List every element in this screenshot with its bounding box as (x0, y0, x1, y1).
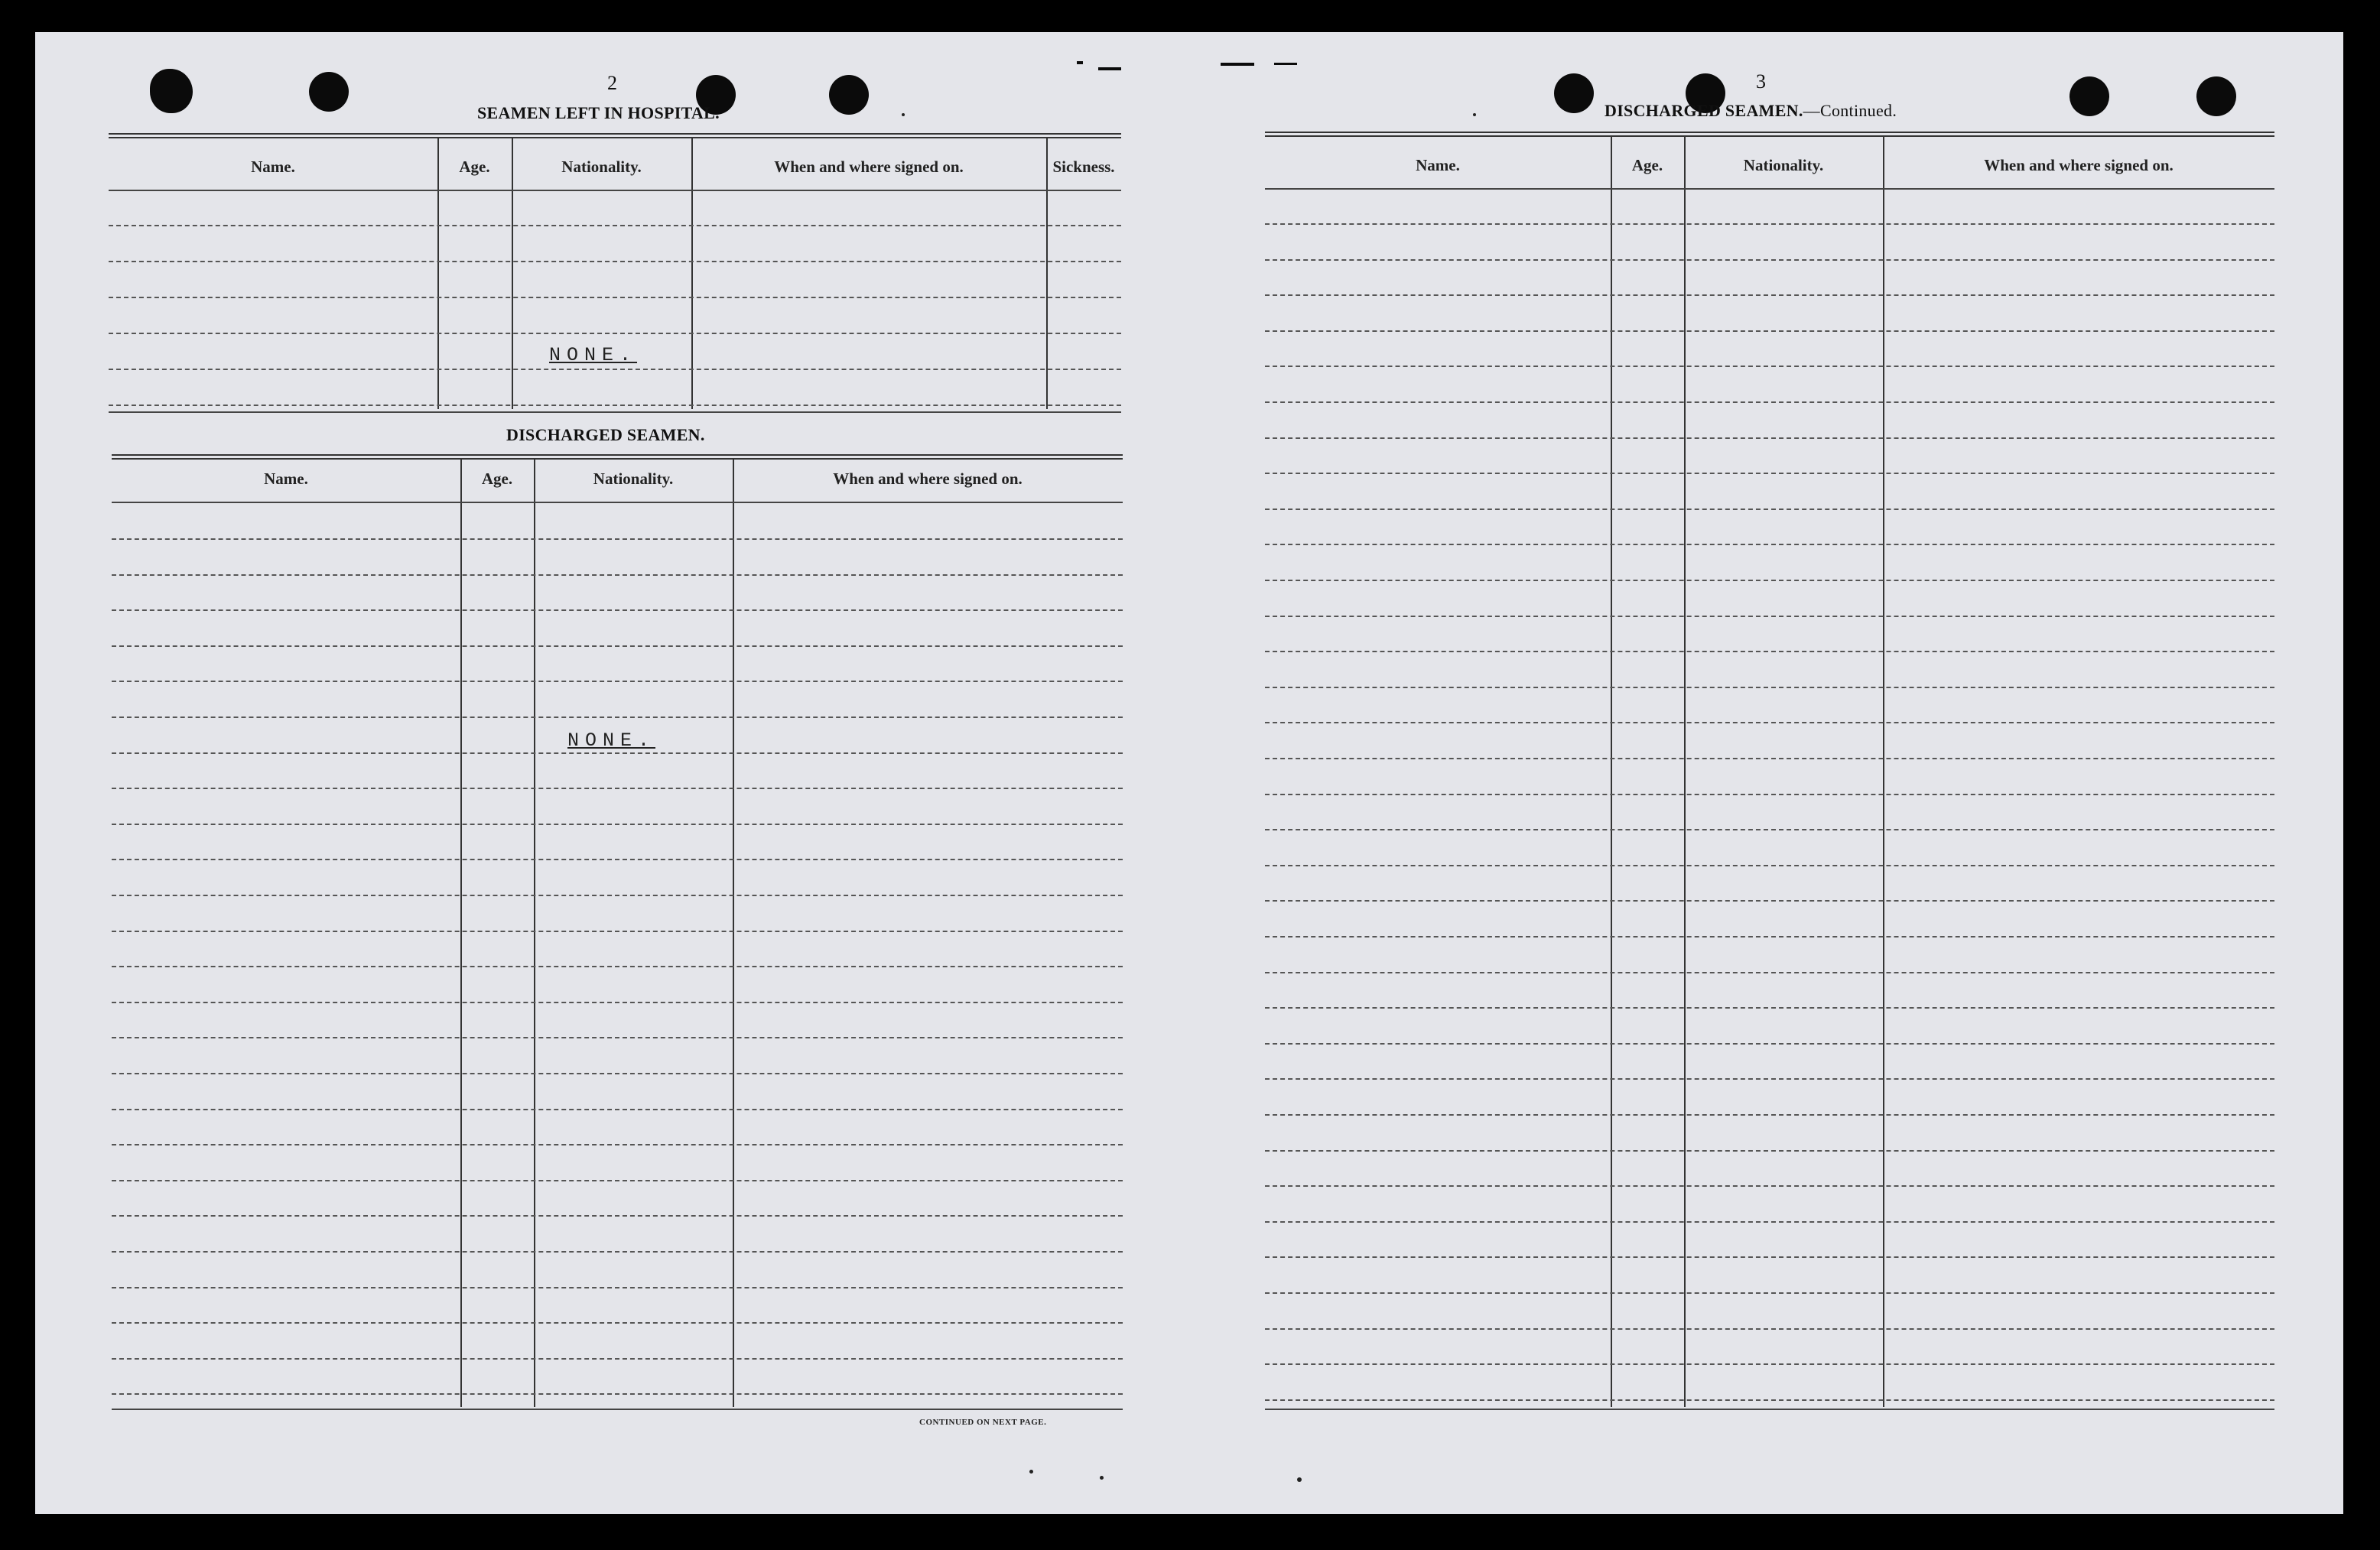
table-row (112, 574, 1123, 576)
punch-hole (2196, 76, 2236, 116)
table-row (1265, 794, 2274, 795)
table-row (1265, 1007, 2274, 1009)
table-row (112, 1144, 1123, 1145)
table-row (109, 261, 1121, 262)
table-row (1265, 1185, 2274, 1187)
table-row (112, 752, 1123, 754)
table-row (112, 1358, 1123, 1360)
table-row (112, 1109, 1123, 1110)
table-row (112, 895, 1123, 896)
table-row (1265, 330, 2274, 332)
table-row (109, 405, 1121, 406)
punch-hole (2069, 76, 2109, 116)
table-row (1265, 829, 2274, 830)
continued-note: CONTINUED ON NEXT PAGE. (919, 1418, 1047, 1427)
table-row (1265, 544, 2274, 545)
table-row (112, 1287, 1123, 1288)
column-header-age: Age. (481, 470, 513, 488)
discharged-table-left (112, 454, 1123, 1448)
table-row (1265, 900, 2274, 902)
column-header-age: Age. (459, 158, 490, 176)
column-header-name: Name. (251, 158, 295, 176)
table-row (1265, 972, 2274, 973)
punch-hole (150, 69, 193, 113)
ink-smudge (1077, 61, 1083, 64)
title-main: DISCHARGED SEAMEN. (1605, 101, 1803, 120)
ink-speck (1297, 1477, 1302, 1482)
page-number: 3 (1756, 70, 1766, 93)
table-row (1265, 936, 2274, 937)
discharged-section-title: DISCHARGED SEAMEN. (506, 425, 705, 444)
table-row (112, 645, 1123, 647)
column-header-nationality: Nationality. (561, 158, 642, 176)
table-row (1265, 687, 2274, 688)
table-row (112, 538, 1123, 540)
table-row (112, 1322, 1123, 1324)
punch-hole (309, 72, 349, 112)
table-row (112, 824, 1123, 825)
ink-speck (1473, 113, 1476, 116)
column-header-name: Name. (264, 470, 308, 488)
table-row (1265, 1078, 2274, 1080)
ink-smudge (1098, 67, 1121, 70)
table-row (1265, 580, 2274, 581)
table-row (112, 1251, 1123, 1253)
table-row (1265, 259, 2274, 261)
table-row (1265, 1043, 2274, 1045)
table-row (112, 1037, 1123, 1038)
column-header-age: Age. (1631, 156, 1663, 174)
ink-speck (1029, 1470, 1033, 1474)
ink-speck (902, 113, 905, 116)
table-row (112, 681, 1123, 682)
table-row (112, 609, 1123, 611)
table-row (109, 369, 1121, 370)
table-row (1265, 758, 2274, 759)
table-row (109, 297, 1121, 298)
table-row (1265, 294, 2274, 296)
title-continued: —Continued. (1803, 101, 1897, 120)
table-row (1265, 473, 2274, 474)
table-row (1265, 223, 2274, 225)
ink-speck (1100, 1476, 1104, 1480)
table-row (112, 1215, 1123, 1217)
column-header-signed-on: When and where signed on. (1984, 156, 2174, 174)
table-row (1265, 509, 2274, 510)
table-row (112, 931, 1123, 932)
punch-hole (1554, 73, 1594, 113)
table-row (112, 1002, 1123, 1003)
table-row (1265, 1292, 2274, 1294)
table-row (1265, 722, 2274, 723)
column-header-nationality: Nationality. (593, 470, 674, 488)
column-header-name: Name. (1416, 156, 1460, 174)
column-header-signed-on: When and where signed on. (833, 470, 1023, 488)
hospital-section-title: SEAMEN LEFT IN HOSPITAL. (477, 103, 720, 122)
table-row (1265, 651, 2274, 652)
table-row (1265, 1256, 2274, 1258)
table-row (1265, 1221, 2274, 1223)
table-row (1265, 437, 2274, 439)
table-row (1265, 865, 2274, 866)
column-header-nationality: Nationality. (1743, 156, 1824, 174)
table-row (1265, 1363, 2274, 1365)
table-row (1265, 616, 2274, 617)
hospital-table (109, 133, 1121, 454)
column-header-signed-on: When and where signed on. (774, 158, 964, 176)
table-row (1265, 1328, 2274, 1330)
discharged-continued-title (1605, 101, 1897, 121)
table-row (112, 1180, 1123, 1181)
table-row (112, 717, 1123, 718)
table-row (112, 788, 1123, 789)
punch-hole (829, 75, 869, 115)
table-row (109, 333, 1121, 334)
discharged-table-right (1265, 132, 2274, 1447)
table-row (1265, 1399, 2274, 1401)
column-header-sickness: Sickness. (1052, 158, 1115, 176)
table-row (1265, 401, 2274, 403)
ink-smudge (1221, 63, 1254, 66)
hospital-none-entry: NONE. (549, 344, 638, 366)
table-row (1265, 1114, 2274, 1116)
table-row (112, 859, 1123, 860)
table-row (1265, 366, 2274, 367)
discharged-none-entry: NONE. (567, 730, 656, 752)
table-row (112, 1073, 1123, 1074)
ink-smudge (1274, 63, 1297, 65)
table-row (112, 966, 1123, 967)
table-row (109, 225, 1121, 226)
table-row (1265, 1150, 2274, 1152)
form-sheet (35, 32, 2343, 1514)
page-number: 2 (607, 72, 617, 94)
table-row (112, 1393, 1123, 1395)
